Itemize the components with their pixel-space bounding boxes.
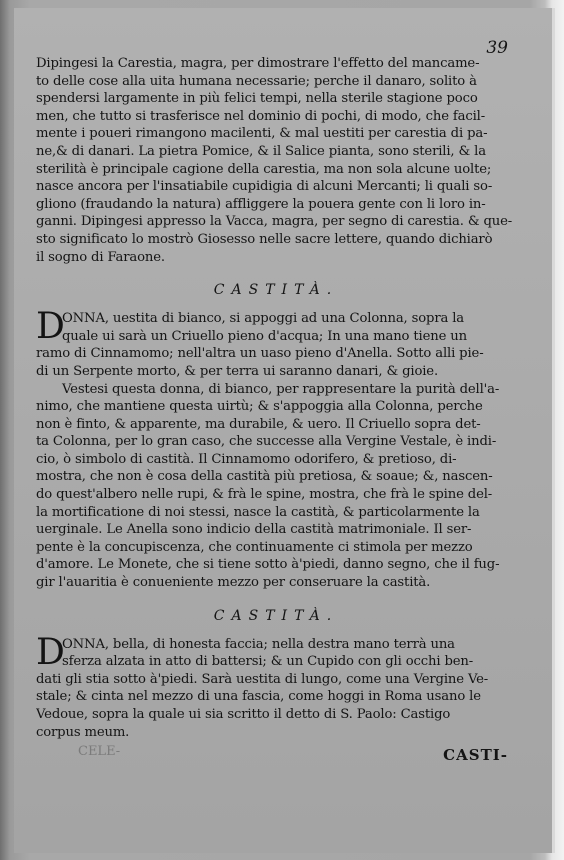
text-line: to delle cose alla uita humana necessarie; perche il danaro, solito à xyxy=(36,73,477,89)
text-line: gliono (fraudando la natura) affliggere la pouera gente con li loro in- xyxy=(36,196,486,212)
text-line: di un Serpente morto, & per terra ui saranno danari, & gioie. xyxy=(36,363,438,379)
text-line: corpus meum. xyxy=(36,724,130,740)
text-line: Vedoue, sopra la quale ui sia scritto il detto di S. Paolo: Castigo xyxy=(36,707,451,722)
book-page xyxy=(14,8,555,853)
text-line: ne,& di danari. La pietra Pomice, & il Salice pianta, sono sterili, & la xyxy=(36,143,486,159)
text-line: ramo di Cinnamomo; nell'altra un uaso pieno d'Anella. Sotto alli pie- xyxy=(36,346,484,362)
drop-cap: D xyxy=(36,631,65,673)
text-line: Dipingesi la Carestia, magra, per dimostrare l'effetto del mancame- xyxy=(36,56,480,71)
drop-cap: D xyxy=(36,306,65,348)
text-line: mostra, che non è cosa della castità più pretiosa, & soaue; &, nascen- xyxy=(36,469,493,485)
text-line: nasce ancora per l'insatiabile cupidigia di alcuni Mercanti; li quali so- xyxy=(36,179,493,195)
text-line: non è finto, & apparente, ma durabile, & uero. Il Criuello sopra det- xyxy=(36,416,481,432)
paragraph-carestia xyxy=(36,55,516,266)
paragraph-castita-description xyxy=(36,306,516,380)
dropcap-lines xyxy=(62,310,467,345)
text-line: do quest'albero nelle rupi, & frà le spine, mostra, che frà le spine del- xyxy=(36,487,493,503)
text-line: mente i poueri rimangono macilenti, & mal uestiti per carestia di pa- xyxy=(36,126,488,142)
text-line: pente è la concupiscenza, che continuamente ci stimola per mezzo xyxy=(36,539,473,555)
text-line: sto significato lo mostrò Giosesso nelle sacre lettere, quando dichiarò xyxy=(36,231,493,247)
text-line: Vestesi questa donna, di bianco, per rappresentare la purità dell'a- xyxy=(62,381,500,397)
bleed-through-text: CELE- xyxy=(78,744,121,759)
catchword: CASTI- xyxy=(443,746,508,764)
text-line: gir l'auaritia è conueniente mezzo per conseruare la castità. xyxy=(36,575,431,591)
section-heading: CASTITÀ. xyxy=(213,282,339,299)
dropcap-lines xyxy=(62,636,473,671)
text-line: cio, ò simbolo di castità. Il Cinnamomo odorifero, & pretioso, di- xyxy=(36,451,457,467)
text-line: sferza alzata in atto di battersi; & un Cupido con gli occhi ben- xyxy=(62,654,474,670)
dropcap-row xyxy=(36,631,516,673)
text-line: quale ui sarà un Criuello pieno d'acqua; In una mano tiene un xyxy=(62,328,467,344)
paragraph-castita-explanation xyxy=(36,381,516,592)
text-line: uerginale. Le Anella sono indicio della castità matrimoniale. Il ser- xyxy=(36,522,472,538)
text-line: ONNA, bella, di honesta faccia; nella destra mano terrà una xyxy=(62,636,455,652)
text-line: dati gli stia sotto à'piedi. Sarà uestita di lungo, come una Vergine Ve- xyxy=(36,671,489,687)
text-line: d'amore. Le Monete, che si tiene sotto à'piedi, danno segno, che il fug- xyxy=(36,557,500,573)
paragraph-castita-second xyxy=(36,631,516,742)
text-line: ONNA, uestita di bianco, si appoggi ad una Colonna, sopra la xyxy=(62,311,465,327)
section-heading: CASTITÀ. xyxy=(213,607,339,624)
text-line: stale; & cinta nel mezzo di una fascia, come hoggi in Roma usano le xyxy=(36,689,481,705)
text-line: spendersi largamente in più felici tempi, nella sterile stagione poco xyxy=(36,91,478,107)
page-text xyxy=(36,55,516,741)
text-line: la mortificatione di noi stessi, nasce la castità, & particolarmente la xyxy=(36,504,480,520)
dropcap-row xyxy=(36,306,516,348)
text-line: men, che tutto si trasferisce nel dominio di pochi, di modo, che facil- xyxy=(36,108,486,124)
text-line: ta Colonna, per lo gran caso, che successe alla Vergine Vestale, è indi- xyxy=(36,434,497,450)
text-line: il sogno di Faraone. xyxy=(36,249,165,265)
text-line: ganni. Dipingesi appresso la Vacca, magra, per segno di carestia. & que- xyxy=(36,214,513,230)
text-line: nimo, che mantiene questa uirtù; & s'appoggia alla Colonna, perche xyxy=(36,399,483,415)
text-line: sterilità è principale cagione della carestia, ma non sola alcune uolte; xyxy=(36,161,492,177)
page-number: 39 xyxy=(486,38,508,58)
